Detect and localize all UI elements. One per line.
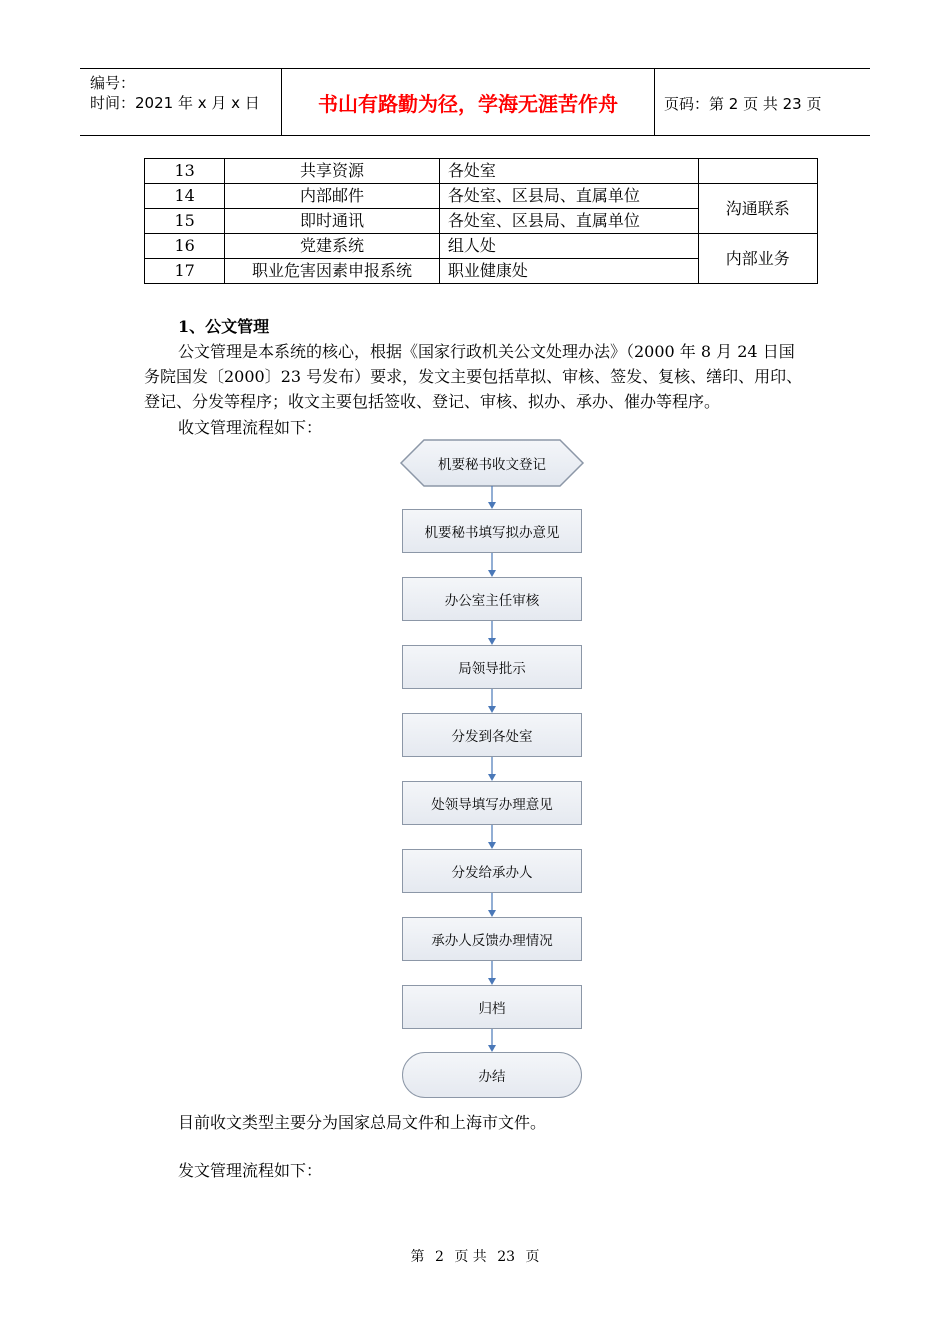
- body-paragraph-line: 公文管理是本系统的核心，根据《国家行政机关公文处理办法》（2000 年 8 月 24 日国: [178, 342, 795, 361]
- row-number: 13: [145, 159, 225, 184]
- flow-arrow-head: [488, 502, 496, 509]
- footer-suffix: 页: [525, 1249, 540, 1265]
- page-footer: [0, 1246, 950, 1266]
- doc-number-label: 编号：: [90, 74, 136, 92]
- category-cell: 沟通联系: [698, 184, 817, 234]
- flow-arrow-head: [488, 706, 496, 713]
- flow-step: 处领导填写办理意见: [402, 781, 582, 825]
- header-motto: 书山有路勤为径，学海无涯苦作舟: [318, 92, 618, 116]
- flow-step: 分发给承办人: [402, 849, 582, 893]
- page-indicator: 页码：第 2 页 共 23 页: [664, 95, 822, 113]
- flow-arrow-head: [488, 1045, 496, 1052]
- user-departments: 各处室、区县局、直属单位: [439, 184, 698, 209]
- footer-mid: 页 共: [454, 1249, 487, 1265]
- flow-step: 机要秘书填写拟办意见: [402, 509, 582, 553]
- flow-step: 局领导批示: [402, 645, 582, 689]
- user-departments: 职业健康处: [439, 259, 698, 284]
- system-name: 职业危害因素申报系统: [225, 259, 440, 284]
- user-departments: 各处室、区县局、直属单位: [439, 209, 698, 234]
- footer-prefix: 第: [410, 1249, 425, 1265]
- user-departments: 各处室: [439, 159, 698, 184]
- footer-page-number: 2: [434, 1249, 444, 1265]
- row-number: 16: [145, 234, 225, 259]
- flow-step: 办公室主任审核: [402, 577, 582, 621]
- body-paragraph-line: 务院国发〔2000〕23 号发布）要求，发文主要包括草拟、审核、签发、复核、缮印、用印、: [144, 367, 803, 386]
- category-cell: 内部业务: [698, 234, 817, 284]
- flow-arrow-head: [488, 842, 496, 849]
- row-number: 15: [145, 209, 225, 234]
- flow-step: 分发到各处室: [402, 713, 582, 757]
- row-number: 17: [145, 259, 225, 284]
- receive-types-note: 目前收文类型主要分为国家总局文件和上海市文件。: [178, 1113, 547, 1132]
- section-heading: 1、公文管理: [178, 317, 270, 336]
- body-paragraph-line: 登记、分发等程序；收文主要包括签收、登记、审核、拟办、承办、催办等程序。: [144, 392, 721, 411]
- flow-arrow-head: [488, 570, 496, 577]
- flow-arrow-head: [488, 978, 496, 985]
- doc-time-label: 时间：2021 年 x 月 x 日: [90, 94, 260, 112]
- flow-step: 归档: [402, 985, 582, 1029]
- flow-arrow-head: [488, 774, 496, 781]
- system-name: 党建系统: [225, 234, 440, 259]
- flow-arrows: [488, 486, 496, 1052]
- flow-start-node: 机要秘书收文登记: [438, 457, 546, 473]
- system-name: 即时通讯: [225, 209, 440, 234]
- flow-step: 承办人反馈办理情况: [402, 917, 582, 961]
- flow-arrow-head: [488, 638, 496, 645]
- flow-arrow-head: [488, 910, 496, 917]
- footer-total-pages: 23: [497, 1249, 516, 1265]
- flow-end-node: 办结: [402, 1052, 582, 1098]
- receive-flow-intro: 收文管理流程如下：: [178, 418, 323, 437]
- system-name: 内部邮件: [225, 184, 440, 209]
- row-number: 14: [145, 184, 225, 209]
- send-flow-intro: 发文管理流程如下：: [178, 1161, 323, 1180]
- system-name: 共享资源: [225, 159, 440, 184]
- user-departments: 组人处: [439, 234, 698, 259]
